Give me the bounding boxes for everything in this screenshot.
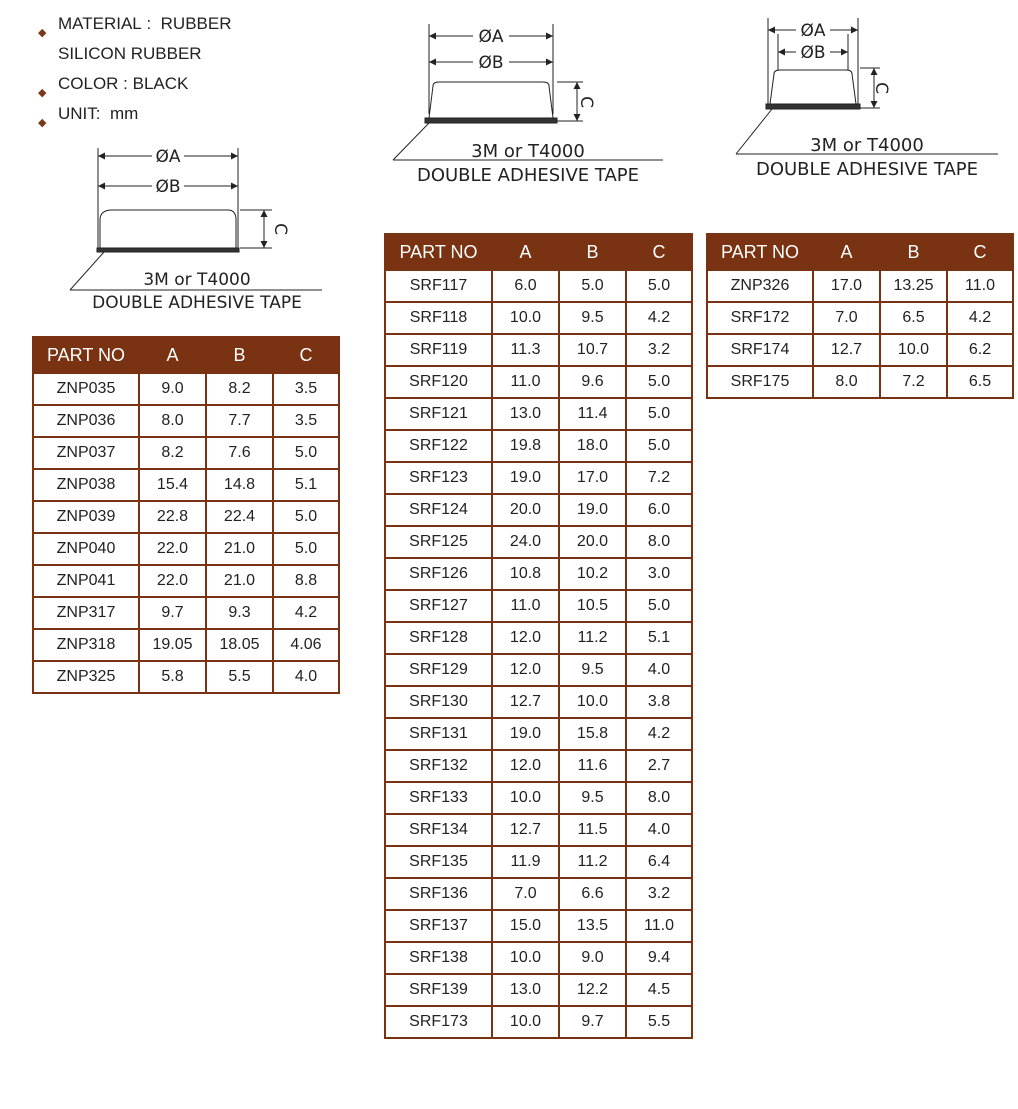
dim-c-label: C	[270, 223, 290, 235]
cell-c: 6.5	[947, 366, 1013, 398]
cell-c: 8.0	[626, 782, 692, 814]
cell-b: 6.6	[559, 878, 626, 910]
cell-c: 5.0	[273, 501, 339, 533]
cell-c: 3.2	[626, 878, 692, 910]
table-row	[385, 750, 692, 782]
cell-b: 10.0	[880, 334, 947, 366]
cell-part-no: SRF125	[385, 526, 492, 558]
cell-c: 5.1	[273, 469, 339, 501]
cell-c: 3.5	[273, 373, 339, 405]
cell-a: 20.0	[492, 494, 559, 526]
cell-c: 5.0	[626, 430, 692, 462]
cell-c: 3.8	[626, 686, 692, 718]
cell-c: 5.5	[626, 1006, 692, 1038]
cell-part-no: SRF132	[385, 750, 492, 782]
cell-a: 19.05	[139, 629, 206, 661]
cell-c: 11.0	[947, 270, 1013, 302]
table-row	[385, 590, 692, 622]
parts-table-znp	[32, 336, 340, 694]
cell-b: 7.6	[206, 437, 273, 469]
bullet-icon: ◆	[38, 117, 47, 129]
cell-b: 9.5	[559, 654, 626, 686]
cell-c: 5.0	[626, 366, 692, 398]
cell-b: 9.3	[206, 597, 273, 629]
header-c: C	[273, 337, 339, 373]
cell-b: 10.5	[559, 590, 626, 622]
cell-a: 10.8	[492, 558, 559, 590]
cell-a: 12.0	[492, 622, 559, 654]
cell-c: 6.0	[626, 494, 692, 526]
dim-b-label: ØB	[478, 53, 504, 73]
cell-part-no: SRF134	[385, 814, 492, 846]
cell-b: 8.2	[206, 373, 273, 405]
cell-part-no: ZNP035	[33, 373, 139, 405]
parts-table-misc	[706, 233, 1014, 399]
cell-c: 6.2	[947, 334, 1013, 366]
table-row	[385, 942, 692, 974]
cell-a: 8.0	[139, 405, 206, 437]
cell-part-no: SRF130	[385, 686, 492, 718]
cell-part-no: SRF175	[707, 366, 813, 398]
header-a: A	[139, 337, 206, 373]
spec-unit-label: UNIT: mm	[58, 104, 139, 123]
dim-c-label: C	[871, 82, 891, 94]
cell-part-no: ZNP039	[33, 501, 139, 533]
cell-c: 5.0	[626, 270, 692, 302]
cell-part-no: SRF138	[385, 942, 492, 974]
cell-c: 4.5	[626, 974, 692, 1006]
table-row	[707, 366, 1013, 398]
cell-b: 10.2	[559, 558, 626, 590]
spec-material-label: MATERIAL : RUBBER	[58, 14, 232, 33]
cell-b: 10.0	[559, 686, 626, 718]
cell-b: 11.2	[559, 846, 626, 878]
cell-c: 5.1	[626, 622, 692, 654]
spec-unit	[38, 99, 232, 129]
cell-c: 4.0	[273, 661, 339, 693]
bumper-diagram-tapered	[385, 18, 675, 193]
table-row	[385, 270, 692, 302]
cell-b: 21.0	[206, 565, 273, 597]
table-row	[385, 910, 692, 942]
table-row	[385, 686, 692, 718]
cell-a: 11.9	[492, 846, 559, 878]
dim-a-label: ØA	[800, 21, 826, 41]
cell-part-no: SRF128	[385, 622, 492, 654]
cell-a: 12.0	[492, 750, 559, 782]
cell-part-no: SRF122	[385, 430, 492, 462]
cell-b: 13.5	[559, 910, 626, 942]
cell-c: 5.0	[626, 398, 692, 430]
cell-b: 9.0	[559, 942, 626, 974]
table-row	[33, 661, 339, 693]
parts-table-srf	[384, 233, 693, 1039]
spec-color-label: COLOR : BLACK	[58, 74, 189, 93]
cell-part-no: ZNP038	[33, 469, 139, 501]
cell-a: 19.0	[492, 718, 559, 750]
table-row	[385, 366, 692, 398]
cell-c: 9.4	[626, 942, 692, 974]
tape-description-label: DOUBLE ADHESIVE TAPE	[92, 293, 302, 313]
table-row	[33, 597, 339, 629]
cell-part-no: SRF129	[385, 654, 492, 686]
cell-a: 7.0	[492, 878, 559, 910]
cell-a: 15.0	[492, 910, 559, 942]
bumper-diagram-tall	[730, 12, 1010, 187]
table-row	[33, 469, 339, 501]
cell-b: 22.4	[206, 501, 273, 533]
table-row	[707, 334, 1013, 366]
cell-a: 19.0	[492, 462, 559, 494]
cell-b: 10.7	[559, 334, 626, 366]
header-c: C	[626, 234, 692, 270]
cell-part-no: ZNP036	[33, 405, 139, 437]
cell-a: 8.2	[139, 437, 206, 469]
cell-part-no: ZNP325	[33, 661, 139, 693]
cell-a: 10.0	[492, 942, 559, 974]
cell-c: 4.2	[947, 302, 1013, 334]
cell-b: 11.6	[559, 750, 626, 782]
cell-part-no: ZNP037	[33, 437, 139, 469]
cell-b: 11.2	[559, 622, 626, 654]
header-a: A	[813, 234, 880, 270]
cell-a: 12.7	[492, 814, 559, 846]
cell-c: 3.5	[273, 405, 339, 437]
cell-a: 17.0	[813, 270, 880, 302]
tape-type-label: 3M or T4000	[810, 135, 924, 156]
table-row	[385, 622, 692, 654]
cell-part-no: SRF123	[385, 462, 492, 494]
dim-b-label: ØB	[800, 43, 826, 63]
table-header-row	[33, 337, 339, 373]
cell-b: 20.0	[559, 526, 626, 558]
cell-b: 9.5	[559, 302, 626, 334]
cell-a: 15.4	[139, 469, 206, 501]
tape-description-label: DOUBLE ADHESIVE TAPE	[755, 159, 979, 180]
table-row	[707, 302, 1013, 334]
cell-part-no: ZNP041	[33, 565, 139, 597]
table-row	[385, 878, 692, 910]
cell-a: 11.3	[492, 334, 559, 366]
table-row	[385, 718, 692, 750]
cell-b: 9.7	[559, 1006, 626, 1038]
dim-b-label: ØB	[155, 177, 181, 197]
tape-description-label: DOUBLE ADHESIVE TAPE	[416, 165, 640, 186]
header-b: B	[880, 234, 947, 270]
cell-a: 22.0	[139, 565, 206, 597]
cell-a: 19.8	[492, 430, 559, 462]
cell-b: 11.4	[559, 398, 626, 430]
header-b: B	[559, 234, 626, 270]
cell-part-no: SRF131	[385, 718, 492, 750]
cell-b: 18.0	[559, 430, 626, 462]
header-part-no: PART NO	[33, 337, 139, 373]
cell-part-no: SRF120	[385, 366, 492, 398]
table-row	[385, 846, 692, 878]
cell-part-no: SRF121	[385, 398, 492, 430]
table-row	[385, 558, 692, 590]
dim-a-label: ØA	[478, 27, 504, 47]
table-row	[385, 974, 692, 1006]
cell-b: 9.6	[559, 366, 626, 398]
cell-b: 5.0	[559, 270, 626, 302]
cell-a: 22.8	[139, 501, 206, 533]
cell-part-no: ZNP317	[33, 597, 139, 629]
cell-a: 11.0	[492, 366, 559, 398]
table-row	[385, 654, 692, 686]
cell-c: 3.2	[626, 334, 692, 366]
cell-b: 11.5	[559, 814, 626, 846]
cell-c: 8.8	[273, 565, 339, 597]
table-row	[707, 270, 1013, 302]
table-row	[385, 782, 692, 814]
cell-part-no: SRF117	[385, 270, 492, 302]
cell-part-no: SRF174	[707, 334, 813, 366]
table-row	[33, 373, 339, 405]
cell-part-no: SRF172	[707, 302, 813, 334]
cell-c: 5.0	[626, 590, 692, 622]
header-part-no: PART NO	[707, 234, 813, 270]
table-row	[33, 629, 339, 661]
spec-material-alt-label: SILICON RUBBER	[58, 44, 202, 63]
cell-a: 13.0	[492, 398, 559, 430]
header-a: A	[492, 234, 559, 270]
cell-c: 2.7	[626, 750, 692, 782]
bullet-icon: ◆	[38, 27, 47, 39]
header-part-no: PART NO	[385, 234, 492, 270]
cell-a: 24.0	[492, 526, 559, 558]
cell-b: 19.0	[559, 494, 626, 526]
cell-b: 15.8	[559, 718, 626, 750]
table-row	[385, 494, 692, 526]
cell-b: 9.5	[559, 782, 626, 814]
cell-part-no: SRF139	[385, 974, 492, 1006]
cell-a: 12.7	[813, 334, 880, 366]
cell-a: 10.0	[492, 782, 559, 814]
header-c: C	[947, 234, 1013, 270]
cell-c: 5.0	[273, 437, 339, 469]
cell-c: 4.2	[626, 718, 692, 750]
dim-c-label: C	[576, 96, 596, 108]
cell-a: 22.0	[139, 533, 206, 565]
cell-part-no: SRF173	[385, 1006, 492, 1038]
cell-c: 4.0	[626, 814, 692, 846]
cell-a: 9.0	[139, 373, 206, 405]
cell-c: 3.0	[626, 558, 692, 590]
cell-part-no: SRF133	[385, 782, 492, 814]
cell-c: 11.0	[626, 910, 692, 942]
cell-part-no: SRF124	[385, 494, 492, 526]
table-row	[385, 1006, 692, 1038]
cell-part-no: SRF137	[385, 910, 492, 942]
cell-a: 5.8	[139, 661, 206, 693]
table-row	[385, 526, 692, 558]
table-row	[33, 501, 339, 533]
cell-b: 7.2	[880, 366, 947, 398]
table-row	[33, 565, 339, 597]
dim-a-label: ØA	[155, 147, 181, 167]
cell-a: 8.0	[813, 366, 880, 398]
table-row	[33, 533, 339, 565]
cell-c: 4.0	[626, 654, 692, 686]
cell-part-no: SRF135	[385, 846, 492, 878]
table-header-row	[385, 234, 692, 270]
cell-a: 13.0	[492, 974, 559, 1006]
table-row	[385, 430, 692, 462]
cell-b: 17.0	[559, 462, 626, 494]
bumper-diagram-low	[60, 140, 330, 320]
table-row	[385, 814, 692, 846]
cell-b: 13.25	[880, 270, 947, 302]
cell-b: 5.5	[206, 661, 273, 693]
spec-material-alt	[38, 39, 232, 69]
table-row	[385, 302, 692, 334]
cell-part-no: ZNP040	[33, 533, 139, 565]
cell-a: 12.0	[492, 654, 559, 686]
cell-b: 14.8	[206, 469, 273, 501]
cell-part-no: SRF126	[385, 558, 492, 590]
cell-a: 6.0	[492, 270, 559, 302]
cell-a: 10.0	[492, 302, 559, 334]
tape-type-label: 3M or T4000	[471, 141, 585, 162]
table-row	[385, 334, 692, 366]
spec-material	[38, 9, 232, 39]
spec-list	[38, 9, 232, 129]
table-row	[33, 437, 339, 469]
table-row	[385, 462, 692, 494]
cell-part-no: ZNP326	[707, 270, 813, 302]
cell-a: 10.0	[492, 1006, 559, 1038]
cell-a: 12.7	[492, 686, 559, 718]
table-row	[33, 405, 339, 437]
cell-b: 21.0	[206, 533, 273, 565]
cell-part-no: SRF127	[385, 590, 492, 622]
table-header-row	[707, 234, 1013, 270]
cell-c: 5.0	[273, 533, 339, 565]
tape-type-label: 3M or T4000	[143, 270, 251, 290]
cell-c: 7.2	[626, 462, 692, 494]
cell-c: 4.2	[273, 597, 339, 629]
cell-a: 9.7	[139, 597, 206, 629]
table-row	[385, 398, 692, 430]
cell-c: 8.0	[626, 526, 692, 558]
cell-b: 18.05	[206, 629, 273, 661]
cell-c: 4.2	[626, 302, 692, 334]
cell-part-no: SRF136	[385, 878, 492, 910]
spec-color	[38, 69, 232, 99]
cell-a: 11.0	[492, 590, 559, 622]
cell-b: 12.2	[559, 974, 626, 1006]
cell-c: 6.4	[626, 846, 692, 878]
bullet-icon: ◆	[38, 87, 47, 99]
header-b: B	[206, 337, 273, 373]
cell-b: 7.7	[206, 405, 273, 437]
cell-part-no: SRF118	[385, 302, 492, 334]
cell-b: 6.5	[880, 302, 947, 334]
cell-c: 4.06	[273, 629, 339, 661]
cell-part-no: SRF119	[385, 334, 492, 366]
cell-part-no: ZNP318	[33, 629, 139, 661]
cell-a: 7.0	[813, 302, 880, 334]
